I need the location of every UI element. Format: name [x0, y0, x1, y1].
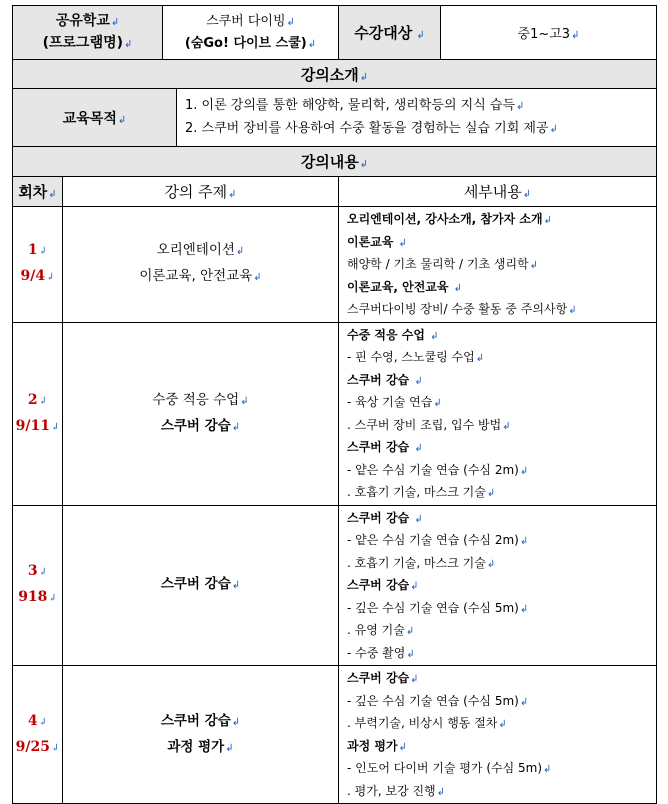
detail-cell: 수중 적응 수업 ↲ - 핀 수영, 스노쿨링 수업↲ 스쿠버 강습 ↲ - 육상 기술 연습↲ . 스쿠버 장비 조립, 입수 방법↲ 스쿠버 강습 ↲ - 얕은 수심 기술 연습 (수심 2m)↲ . 호흡기 기술, 마스크 기술↲: [339, 322, 657, 505]
session-cell: 2↲ 9/11↲: [13, 322, 63, 505]
table-row: [13, 207, 657, 323]
topic-cell: 스쿠버 강습↲: [63, 505, 339, 666]
target-label-cell: 수강대상 ↲: [339, 6, 441, 60]
content-title-cell: 강의내용↲: [13, 147, 657, 177]
program-table: [12, 5, 657, 804]
table-row: [13, 505, 657, 666]
purpose-label: 교육목적: [62, 110, 117, 127]
program-name-label: (프로그램명): [42, 34, 124, 51]
col-detail-header: 세부내용↲: [339, 177, 657, 207]
topic-cell: 오리엔테이션↲ 이론교육, 안전교육↲: [63, 207, 339, 323]
school-label-cell: 공유학교↲ (프로그램명)↲: [13, 6, 163, 60]
col-topic-header: 강의 주제↲: [63, 177, 339, 207]
session-cell: 3↲ 918↲: [13, 505, 63, 666]
session-cell: 1↲ 9/4↲: [13, 207, 63, 323]
target-value: 중1~고3: [517, 27, 571, 42]
detail-cell: 스쿠버 강습↲ - 깊은 수심 기술 연습 (수심 5m)↲ . 부력기술, 비상시 행동 절차↲ 과정 평가↲ - 인도어 다이버 기술 평가 (수심 5m)↲ . 평가, 보강 진행↲: [339, 666, 657, 804]
program-name-cell: 스쿠버 다이빙↲ (숨Go! 다이브 스쿨)↲: [163, 6, 339, 60]
topic-cell: 수중 적응 수업↲ 스쿠버 강습↲: [63, 322, 339, 505]
table-row: [13, 666, 657, 804]
program-subtitle: (숨Go! 다이브 스쿨): [184, 35, 307, 51]
topic-cell: 스쿠버 강습↲ 과정 평가↲: [63, 666, 339, 804]
content-title: 강의내용: [300, 153, 359, 171]
target-value-cell: 중1~고3↲: [441, 6, 657, 60]
purpose-label-cell: 교육목적↲: [13, 89, 177, 147]
col-session-header: 회차↲: [13, 177, 63, 207]
table-row: [13, 322, 657, 505]
purpose-item: 2. 스쿠버 장비를 사용하여 수중 활동을 경험하는 실습 기회 제공↲: [185, 120, 558, 136]
intro-title-cell: 강의소개↲: [13, 60, 657, 89]
session-cell: 4↲ 9/25↲: [13, 666, 63, 804]
purpose-item: 1. 이론 강의를 통한 해양학, 물리학, 생리학등의 지식 습득↲: [185, 97, 525, 113]
program-name: 스쿠버 다이빙: [206, 13, 286, 29]
detail-cell: 스쿠버 강습 ↲ - 얕은 수심 기술 연습 (수심 2m)↲ . 호흡기 기술, 마스크 기술↲ 스쿠버 강습↲ - 깊은 수심 기술 연습 (수심 5m)↲ . 유영 기술↲ - 수중 촬영↲: [339, 505, 657, 666]
target-label: 수강대상: [354, 24, 413, 42]
intro-title: 강의소개: [300, 65, 359, 84]
purpose-cell: [177, 89, 657, 147]
detail-cell: 오리엔테이션, 강사소개, 참가자 소개↲ 이론교육 ↲ 해양학 / 기초 물리학 / 기초 생리학↲ 이론교육, 안전교육 ↲ 스쿠버다이빙 장비/ 수중 활동 중 주의사항↲: [339, 207, 657, 323]
school-label: 공유학교: [55, 12, 110, 29]
